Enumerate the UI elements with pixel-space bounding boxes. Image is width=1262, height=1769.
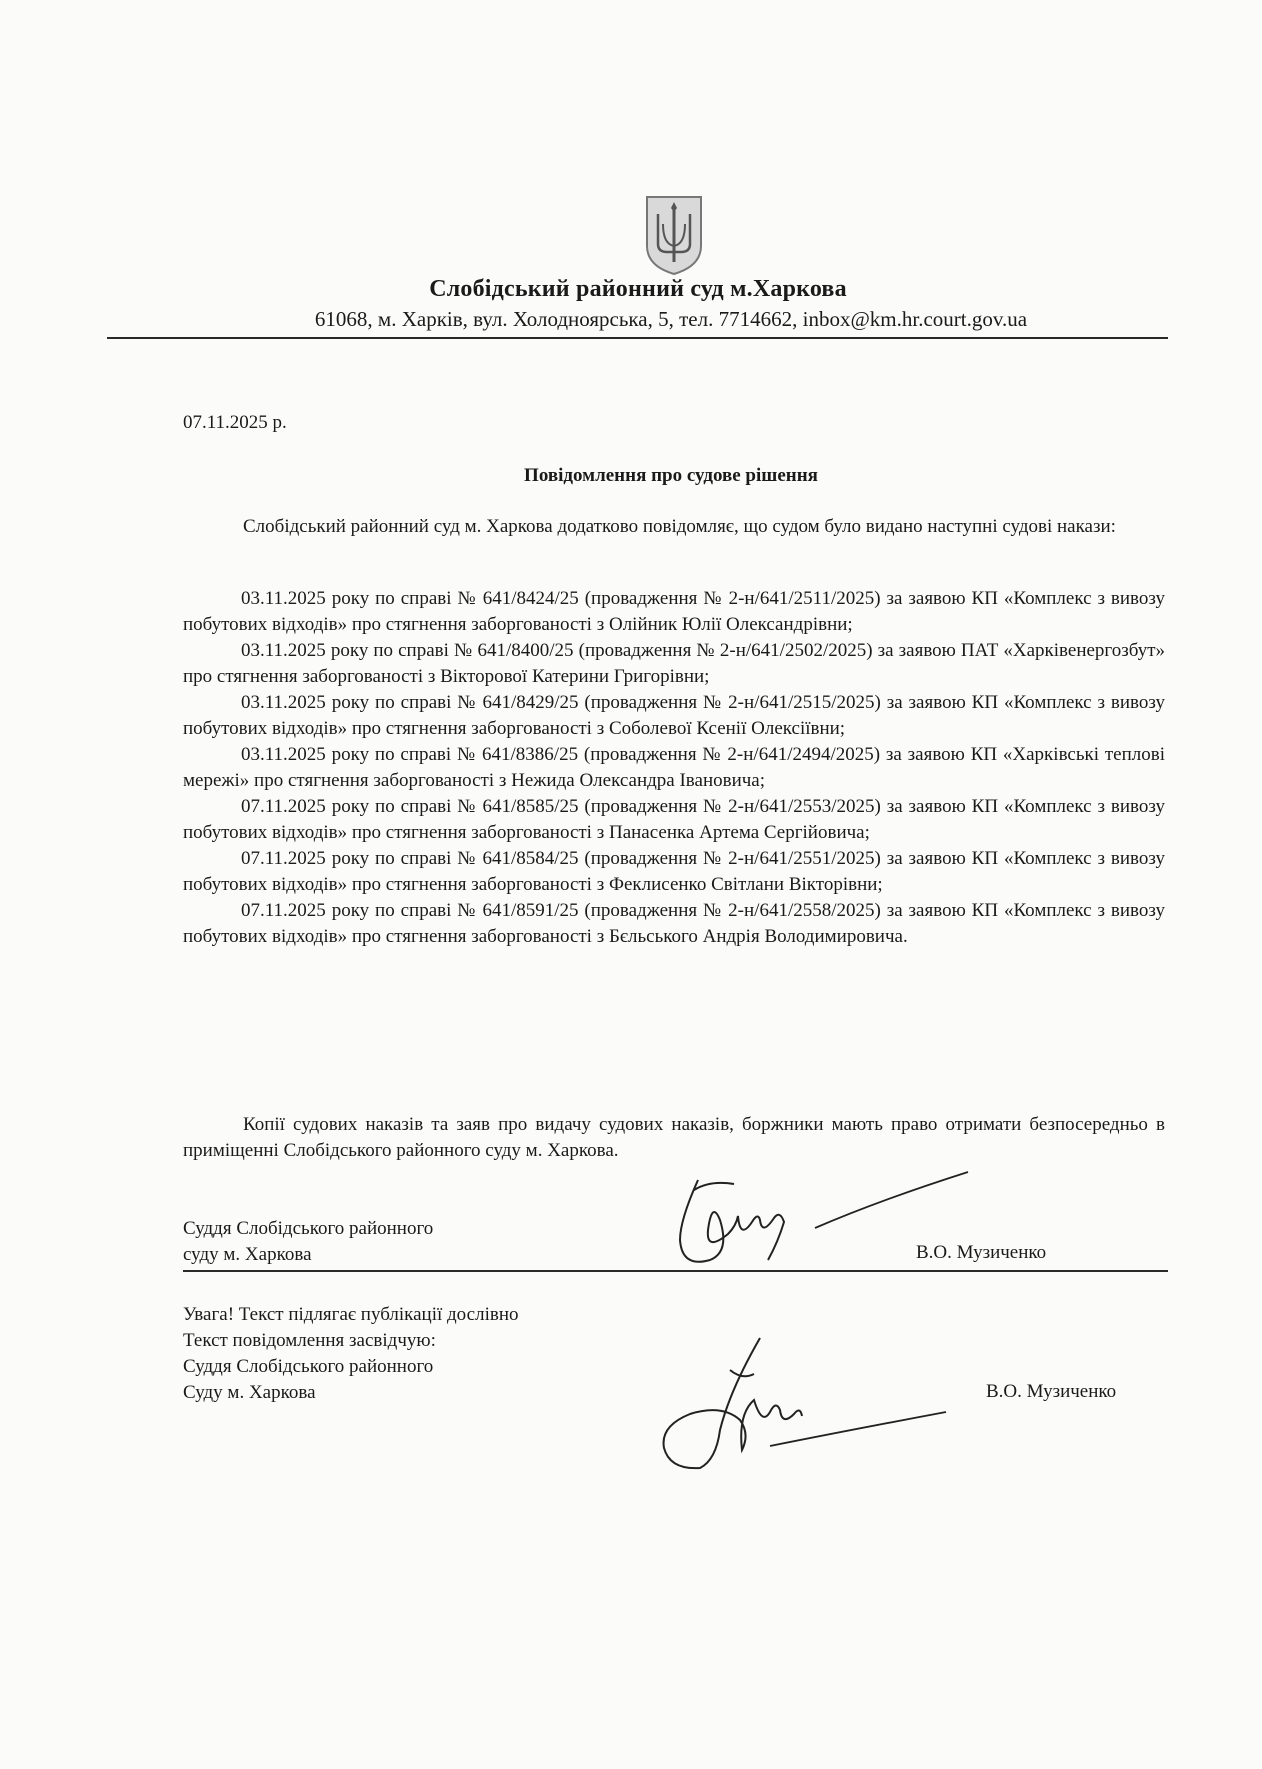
- judge-signature-block: [183, 1216, 433, 1268]
- ukraine-trident-emblem-icon: [643, 194, 705, 276]
- header-divider: [107, 337, 1168, 339]
- court-order-entry: 07.11.2025 року по справі № 641/8585/25 (провадження № 2-н/641/2553/2025) за заявою КП «Комплекс з вивозу побутових відходів» про стягнення заборгованості з Панасенка Артема Сергійовича;: [183, 796, 1165, 843]
- handwritten-signature-certification: [630, 1330, 960, 1480]
- court-order-entry: 03.11.2025 року по справі № 641/8424/25 (провадження № 2-н/641/2511/2025) за заявою КП «Комплекс з вивозу побутових відходів» про стягнення заборгованості з Олійник Юлії Олександрівни;: [183, 588, 1165, 635]
- certification-note: Текст повідомлення засвідчую:: [183, 1330, 436, 1351]
- intro-paragraph: [183, 514, 1165, 540]
- judge-role-line1: Суддя Слобідського районного: [183, 1218, 434, 1239]
- court-order-entry: 03.11.2025 року по справі № 641/8400/25 (провадження № 2-н/641/2502/2025) за заявою ПАТ «Харківенергозбут» про стягнення заборгованості з Вікторової Катерини Григорівни;: [183, 640, 1165, 687]
- court-order-entry: 03.11.2025 року по справі № 641/8386/25 (провадження № 2-н/641/2494/2025) за заявою КП «Харківські теплові мережі» про стягнення заборгованості з Нежида Олександра Івановича;: [183, 744, 1165, 791]
- intro-text: Слобідський районний суд м. Харкова додатково повідомляє, що судом було видано наступні судові накази:: [243, 516, 1116, 537]
- copies-paragraph: [183, 1112, 1165, 1164]
- court-order-entry: 07.11.2025 року по справі № 641/8591/25 (провадження № 2-н/641/2558/2025) за заявою КП «Комплекс з вивозу побутових відходів» про стягнення заборгованості з Бєльського Андрія Володимировича.: [183, 900, 1165, 947]
- court-order-entry: 03.11.2025 року по справі № 641/8429/25 (провадження № 2-н/641/2515/2025) за заявою КП «Комплекс з вивозу побутових відходів» про стягнення заборгованості з Соболевої Ксенії Олексіївни;: [183, 692, 1165, 739]
- notice-title: Повідомлення про судове рішення: [524, 465, 818, 486]
- court-address: 61068, м. Харків, вул. Холодноярська, 5, тел. 7714662, inbox@km.hr.court.gov.ua: [314, 307, 1028, 331]
- document-date: 07.11.2025 р.: [183, 412, 287, 433]
- judge-name: В.О. Музиченко: [916, 1242, 1047, 1263]
- signature-divider: [183, 1270, 1168, 1272]
- court-name: Слобідський районний суд м.Харкова: [429, 276, 847, 302]
- certifier-name: В.О. Музиченко: [986, 1381, 1117, 1402]
- court-order-entry: 07.11.2025 року по справі № 641/8584/25 (провадження № 2-н/641/2551/2025) за заявою КП «Комплекс з вивозу побутових відходів» про стягнення заборгованості з Феклисенко Світлани Вікторівни;: [183, 848, 1165, 895]
- court-orders-list: [183, 586, 1165, 950]
- certifier-role-line1: Суддя Слобідського районного: [183, 1356, 434, 1377]
- copies-text: Копії судових наказів та заяв про видачу судових наказів, боржники мають право отримати безпосередньо в приміщенні Слобідського районного суду м. Харкова.: [183, 1114, 1165, 1161]
- publication-note: Увага! Текст підлягає публікації дослівно: [183, 1304, 519, 1325]
- certifier-role-line2: Суду м. Харкова: [183, 1382, 316, 1403]
- certification-block: [183, 1302, 519, 1406]
- judge-role-line2: суду м. Харкова: [183, 1244, 312, 1265]
